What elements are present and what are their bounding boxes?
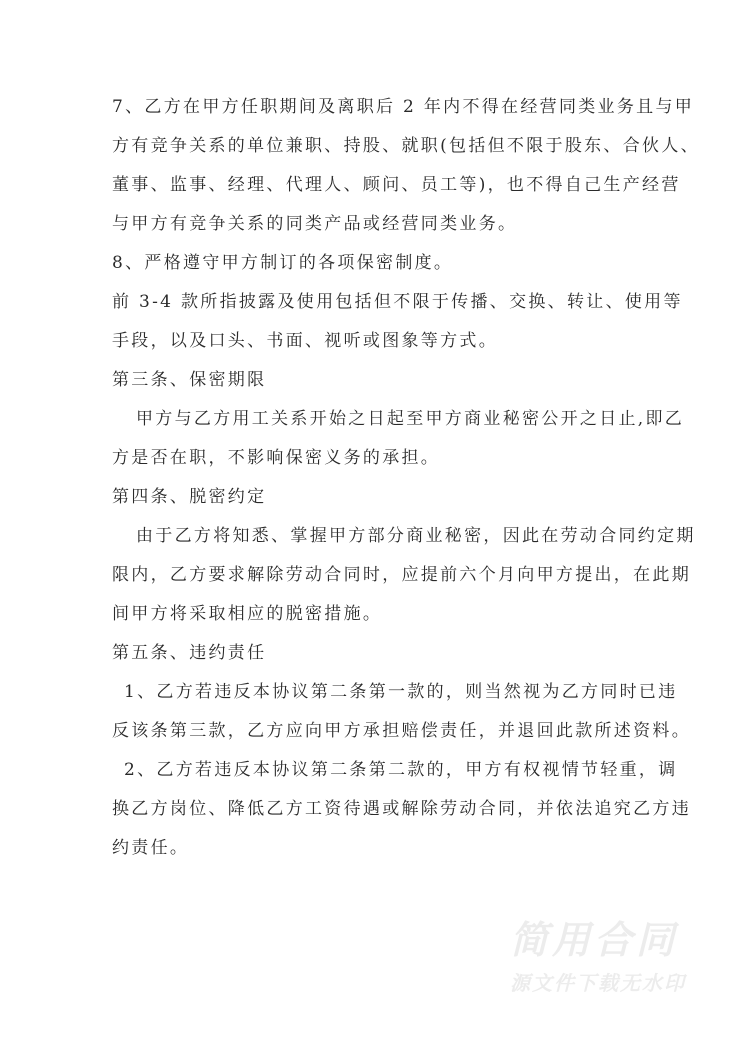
disclosure-note-line-2: 手段，以及口头、书面、视听或图象等方式。 — [112, 331, 498, 351]
article-4-line-2: 限内，乙方要求解除劳动合同时，应提前六个月向甲方提出，在此期 — [112, 565, 691, 585]
clause-7-line-1: 7、乙方在甲方任职期间及离职后 2 年内不得在经营同类业务且与甲 — [112, 97, 695, 117]
watermark-title: 简用合同 — [510, 918, 679, 962]
clause-7-line-2: 方有竞争关系的单位兼职、持股、就职(包括但不限于股东、合伙人、 — [112, 136, 700, 156]
article-5-item-1-line-1: 1、乙方若违反本协议第二条第一款的，则当然视为乙方同时已违 — [124, 682, 678, 702]
clause-7-line-3: 董事、监事、经理、代理人、顾问、员工等)，也不得自己生产经营 — [112, 175, 681, 195]
document-body — [112, 88, 700, 868]
article-5-item-2-line-2: 换乙方岗位、降低乙方工资待遇或解除劳动合同，并依法追究乙方违 — [112, 799, 691, 819]
watermark — [510, 918, 720, 998]
disclosure-note-line-1: 前 3-4 款所指披露及使用包括但不限于传播、交换、转让、使用等 — [112, 292, 683, 312]
article-3-line-1: 甲方与乙方用工关系开始之日起至甲方商业秘密公开之日止,即乙 — [136, 409, 685, 429]
article-5-item-2-line-3: 约责任。 — [112, 838, 190, 858]
clause-8: 8、严格遵守甲方制订的各项保密制度。 — [112, 253, 454, 273]
article-3-heading: 第三条、保密期限 — [112, 370, 267, 390]
clause-7-line-4: 与甲方有竞争关系的同类产品或经营同类业务。 — [112, 214, 518, 234]
article-5-heading: 第五条、违约责任 — [112, 643, 267, 663]
article-4-line-3: 间甲方将采取相应的脱密措施。 — [112, 604, 383, 624]
article-5-item-2-line-1: 2、乙方若违反本协议第二条第二款的，甲方有权视情节轻重，调 — [124, 760, 678, 780]
article-4-line-1: 由于乙方将知悉、掌握甲方部分商业秘密，因此在劳动合同约定期 — [136, 526, 696, 546]
watermark-subtitle: 源文件下载无水印 — [510, 971, 686, 995]
article-4-heading: 第四条、脱密约定 — [112, 487, 267, 507]
article-3-line-2: 方是否在职，不影响保密义务的承担。 — [112, 448, 441, 468]
article-5-item-1-line-2: 反该条第三款，乙方应向甲方承担赔偿责任，并退回此款所述资料。 — [112, 721, 691, 741]
